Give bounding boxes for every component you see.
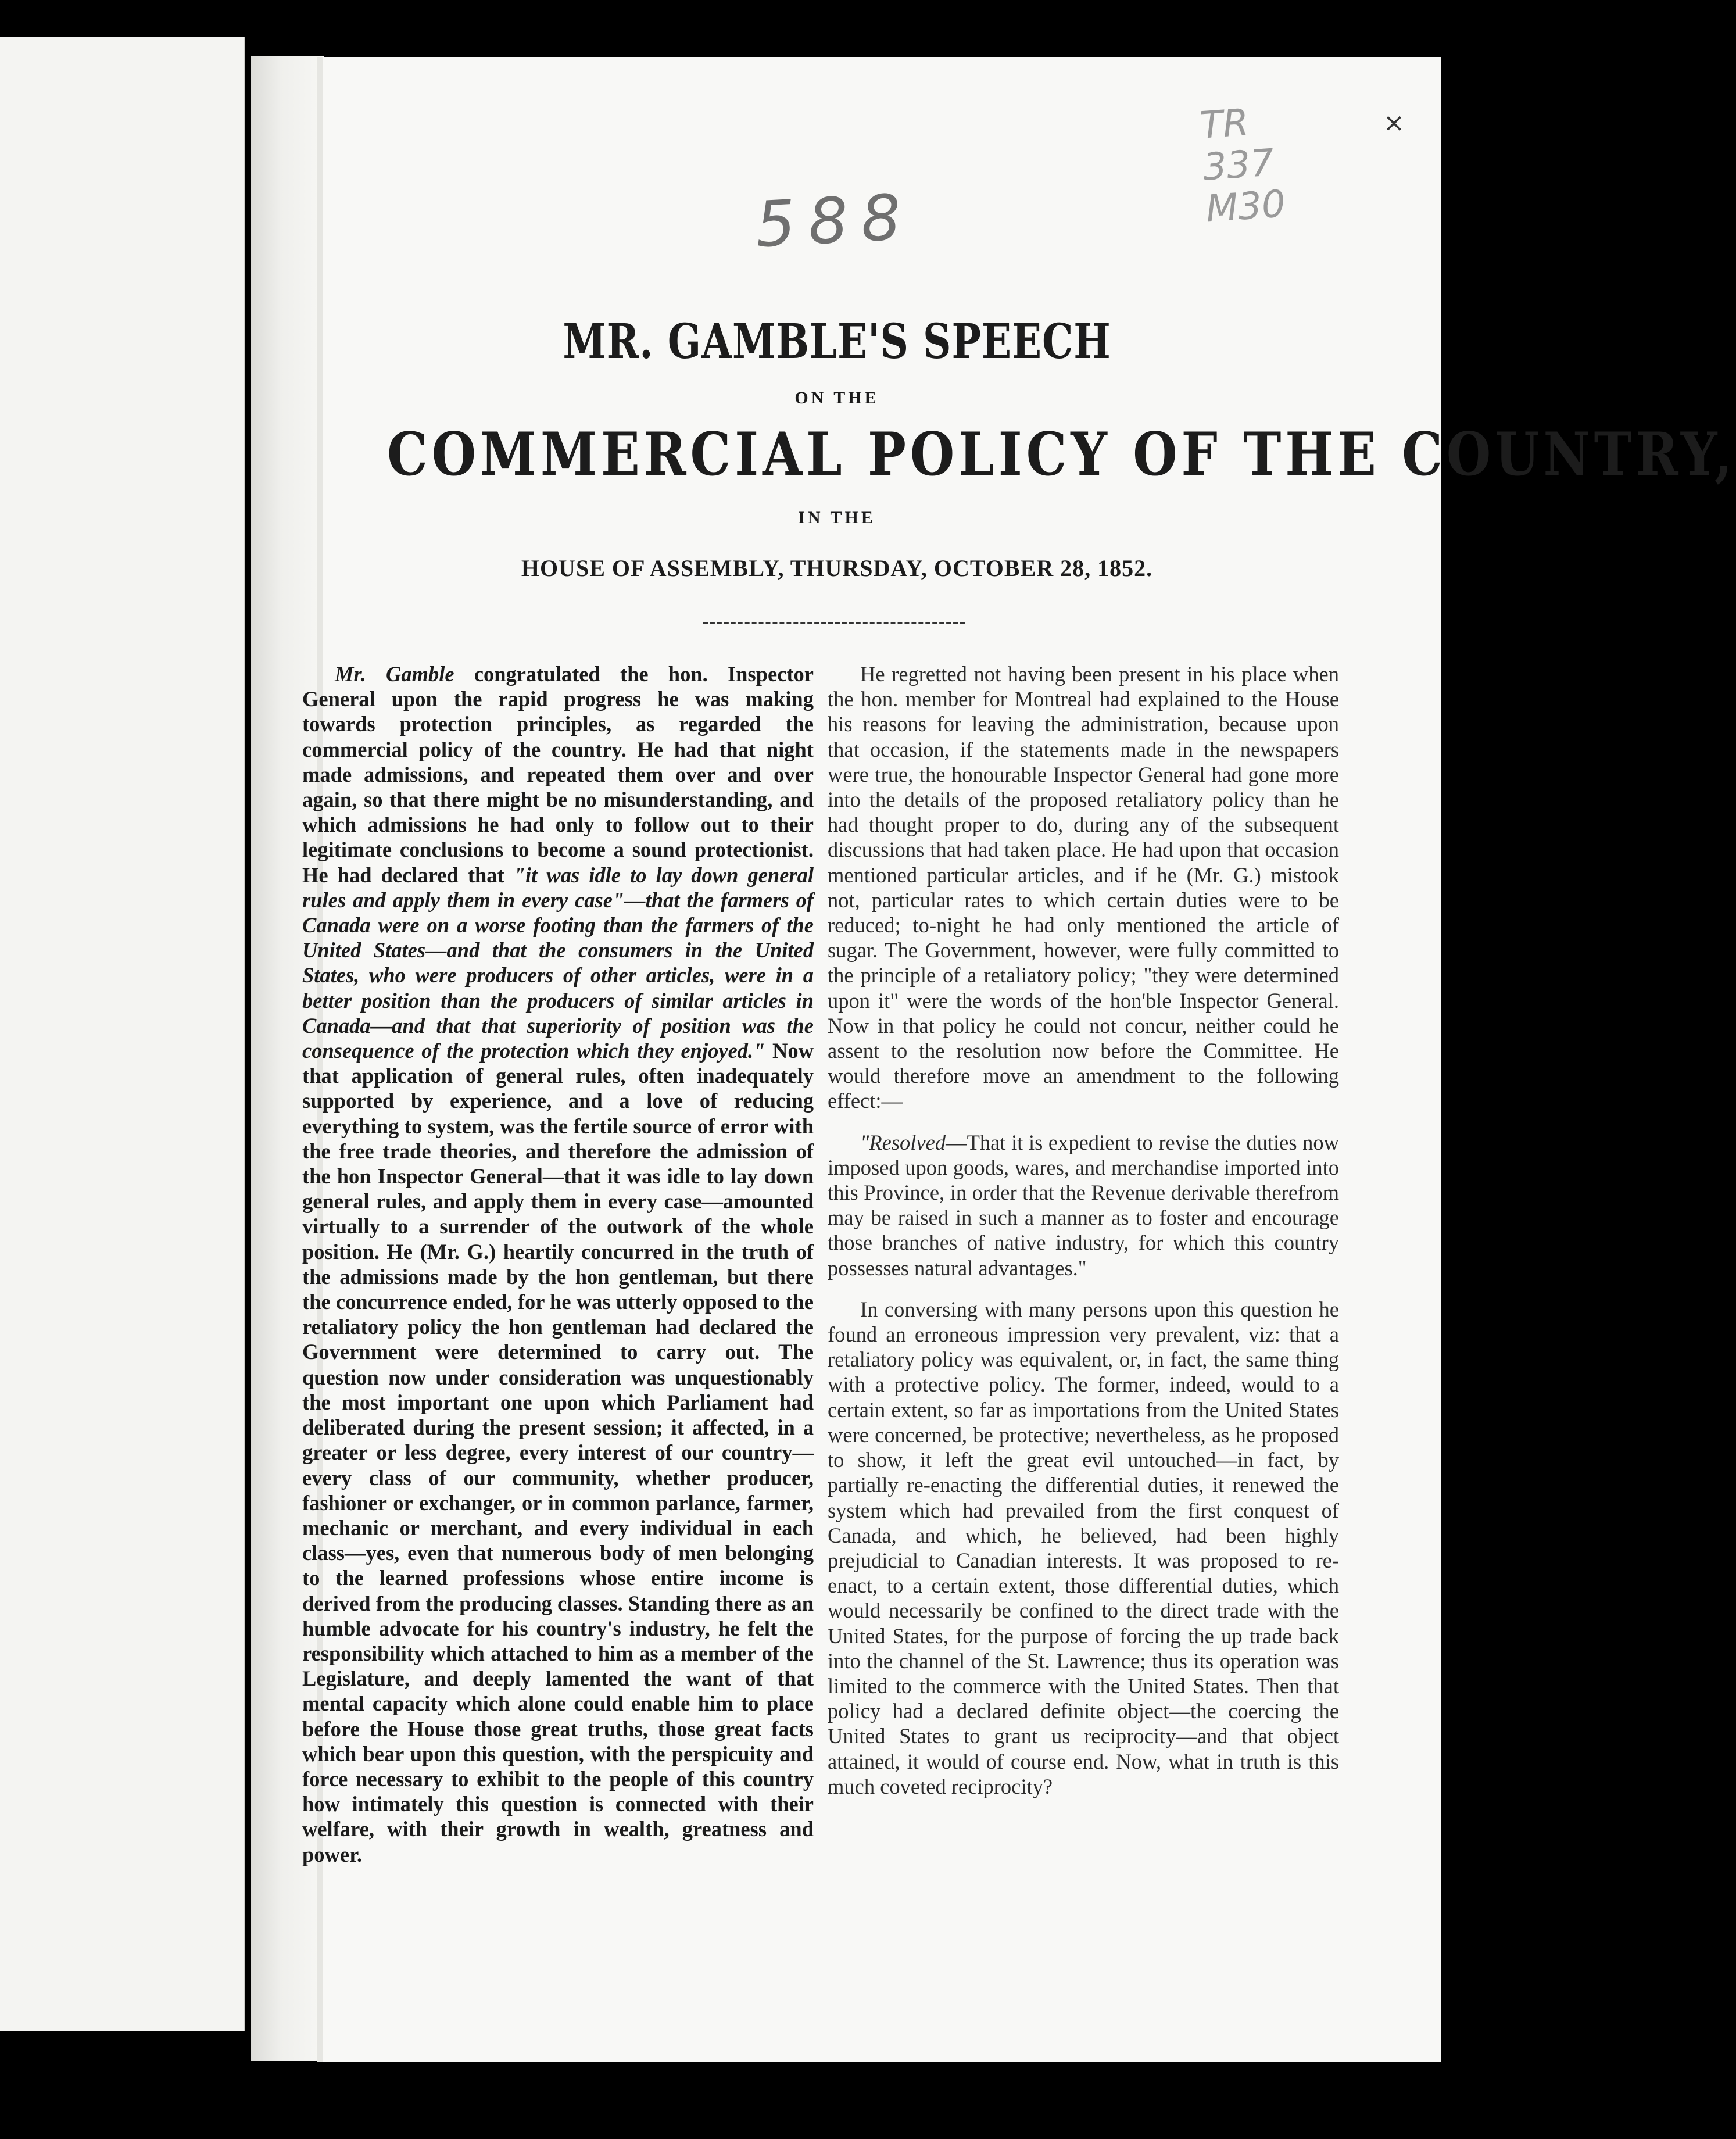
handwritten-page-number: 588 — [753, 180, 916, 262]
title-connector: IN THE — [798, 508, 876, 527]
section-divider — [703, 622, 965, 624]
handwritten-call-number — [1199, 99, 1287, 230]
resolution-text: —That it is expedient to revise the duties now imposed upon goods, wares, and merchandise imported into this Province, in order that the Revenue derivable therefrom may be raised in such a manner as to foster and encourage those branches of native industry, for which this country possesses natural advantages." — [828, 1130, 1339, 1280]
call-number-line: TR — [1198, 101, 1251, 148]
resolution-label: "Resolved — [860, 1130, 946, 1154]
call-number-line: 337 — [1201, 141, 1276, 189]
document-title: MR. GAMBLE'S SPEECH — [563, 314, 1111, 370]
paragraph-text: congratulated the hon. Inspector General upon the rapid progress he was making towards protection principles, as regarded the commercial policy of the country. He had that night made admissions, and repeated them over and over again, so that there might be no misunderstanding, and which admissions he had only to follow out to their legitimate conclusions to become a sound protectionist. He had declared that — [302, 662, 814, 887]
paragraph — [302, 661, 814, 1867]
paragraph-text: Now that application of general rules, often inadequately supported by experience, and a love of reducing everything to system, was the fertile source of error with the free trade theories, and therefore the admission of the hon Inspector General—that it was idle to lay down general rules, and apply them in every case—amounted virtually to a surrender of the outwork of the whole position. He (Mr. G.) heartily concurred in the truth of the admissions made by the hon gentleman, but there the concurrence ended, for he was utterly opposed to the retaliatory policy the hon gentleman had declared the Government were determined to carry out. The question now under consideration was unquestionably the most important one upon which Parliament had deliberated during the present session; it affected, in a greater or less degree, every interest of our country—every class of our community, whether producer, fashioner or exchanger, or in common parlance, farmer, mechanic or merchant, and every individual in each class—yes, even that numerous body of men belonging to the learned professions whose entire income is derived from the producing classes. Standing there as an humble advocate for his country's industry, he felt the responsibility which attached to him as a member of the Legislature, and deeply lamented the want of that mental capacity which alone could enable him to place before the House those great truths, those great facts which bear upon this question, with the perspicuity and force necessary to exhibit to the people of this country how intimately this question is connected with their welfare, with their growth in wealth, greatness and power. — [302, 1039, 814, 1866]
text-column-right — [828, 661, 1339, 1815]
title-connector: ON THE — [794, 388, 879, 407]
corner-mark: × — [1383, 108, 1405, 138]
speaker-name: Mr. Gamble — [335, 662, 454, 686]
document-subject: COMMERCIAL POLICY OF THE COUNTRY, — [387, 420, 1736, 489]
blank-flyleaf — [0, 37, 245, 2031]
paragraph: In conversing with many persons upon this question he found an erroneous impression very prevalent, viz: that a retaliatory policy was equivalent, or, in fact, the same thing with a protective policy. The former, indeed, would to a certain extent, so far as importations from the United States were concerned, be protective; nevertheless, as he proposed to show, it left the great evil untouched—in fact, by partially re-enacting the differential duties, it renewed the system which had prevailed from the first conquest of Canada, and which, he believed, had been highly prejudicial to Canadian interests. It was proposed to re-enact, to a certain extent, those differential duties, which would necessarily be confined to the direct trade with the United States, for the purpose of forcing the up trade back into the channel of the St. Lawrence; thus its operation was limited to the commerce with the United States. Then that policy had a declared definite object—the coercing the United States to grant us reciprocity—and that object attained, it would of course end. Now, what in truth is this much coveted reciprocity? — [828, 1297, 1339, 1798]
text-column-left — [302, 661, 814, 1883]
document-venue-date: HOUSE OF ASSEMBLY, THURSDAY, OCTOBER 28, 1852. — [521, 555, 1153, 581]
paragraph: He regretted not having been present in his place when the hon. member for Montreal had explained to the House his reasons for leaving the administration, because upon that occasion, if the statements made in the newspapers were true, the honourable Inspector General had gone more into the details of the proposed retaliatory policy than he had thought proper to do, during any of the subsequent discussions that had taken place. He had upon that occasion mentioned particular articles, and if he (Mr. G.) mistook not, particular rates to which certain duties were to be reduced; to-night he had only mentioned the article of sugar. The Government, however, were fully committed to the principle of a retaliatory policy; "they were determined upon it" were the words of the hon'ble Inspector General. Now in that policy he could not concur, neither could he assent to the resolution now before the Committee. He would therefore move an amendment to the following effect:— — [828, 662, 1339, 1113]
resolution-paragraph — [828, 1130, 1339, 1280]
quoted-text: "it was idle to lay down general rules and apply them in every case"—that the farmers of Canada were on a worse footing than the farmers of the United States—and that the consumers in the United States, who were producers of other articles, were in a better position than the producers of similar articles in Canada—and that that superiority of position was the consequence of the protection which they enjoyed." — [302, 863, 814, 1063]
call-number-line: M30 — [1204, 183, 1287, 231]
